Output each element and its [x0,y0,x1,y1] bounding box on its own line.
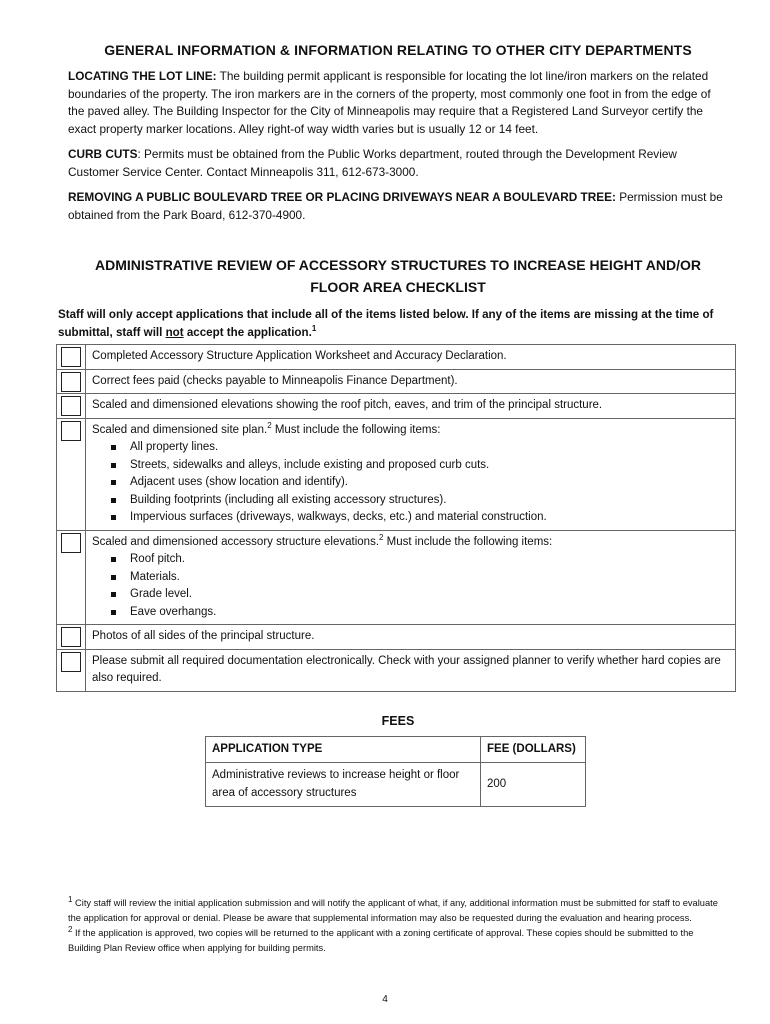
checkbox[interactable] [61,372,81,392]
checklist-heading-line2: FLOOR AREA CHECKLIST [310,279,486,295]
checklist-row [57,394,736,419]
lot-line-label: LOCATING THE LOT LINE: [68,69,217,83]
checkbox[interactable] [61,421,81,441]
list-item: Materials. [130,569,729,587]
site-plan-subitems [92,439,729,527]
checklist-row [57,345,736,370]
checklist-heading-line1: ADMINISTRATIVE REVIEW OF ACCESSORY STRUCTURES TO INCREASE HEIGHT AND/OR [95,257,701,273]
checklist-item: Scaled and dimensioned elevations showing the roof pitch, eaves, and trim of the principal structure. [86,394,736,419]
boulevard-tree-label: REMOVING A PUBLIC BOULEVARD TREE OR PLACING DRIVEWAYS NEAR A BOULEVARD TREE: [68,190,616,204]
intro-underlined-not: not [165,326,184,339]
checklist-item: Completed Accessory Structure Application Worksheet and Accuracy Declaration. [86,345,736,370]
list-item: Roof pitch. [130,551,729,569]
boulevard-tree-text: Permission must be obtained from the Park Board, 612-370-4900. [68,190,723,222]
general-info-heading: GENERAL INFORMATION & INFORMATION RELATING TO OTHER CITY DEPARTMENTS [104,42,692,58]
col-fee: FEE (DOLLARS) [481,736,586,763]
elevations-text: Scaled and dimensioned accessory structure elevations. [92,535,380,548]
curb-cuts-text: : Permits must be obtained from the Public Works department, routed through the Development Review Customer Service Center. Contact Minneapolis 311, 612-673-3000. [68,147,677,179]
checklist-row [57,625,736,650]
checklist-item: Please submit all required documentation electronically. Check with your assigned planner to verify whether hard copies are also required. [86,649,736,691]
intro-text-after: accept the application. [183,326,312,339]
fees-header-row [206,736,586,763]
lot-line-text: The building permit applicant is responsible for locating the lot line/iron markers on the related boundaries of the property. The iron markers are in the corners of the property, most commonly one foot in from the edge of the paved alley. The Building Inspector for the City of Minneapolis may require that a Registered Land Surveyor certify the exact property marker locations. Alley right-of way width varies but is usually 12 or 14 feet. [68,69,711,136]
curb-cuts-label: CURB CUTS [68,147,138,161]
lot-line-paragraph [68,68,728,138]
list-item: All property lines. [130,439,729,457]
boulevard-tree-paragraph [68,189,728,224]
table-row [206,763,586,807]
checklist-table [56,344,736,692]
intro-footnote-ref: 1 [311,324,317,334]
intro-text-before: Staff will only accept applications that include all of the items listed below. If any of the items are missing at the time of submittal, staff will [58,308,714,339]
site-plan-text-after: Must include the following items: [271,423,441,436]
list-item: Streets, sidewalks and alleys, include existing and proposed curb cuts. [130,457,729,475]
list-item: Impervious surfaces (driveways, walkways, decks, etc.) and material construction. [130,509,729,527]
checkbox[interactable] [61,396,81,416]
checkbox[interactable] [61,627,81,647]
col-application-type: APPLICATION TYPE [206,736,481,763]
footnote-ref: 2 [267,420,272,430]
checklist-item [86,418,736,530]
list-item: Building footprints (including all existing accessory structures). [130,492,729,510]
checklist-item: Photos of all sides of the principal structure. [86,625,736,650]
footnote-ref: 2 [379,532,384,542]
checklist-intro [58,306,728,342]
list-item: Grade level. [130,586,729,604]
site-plan-text: Scaled and dimensioned site plan. [92,423,268,436]
checklist-row [57,530,736,625]
footnote-1-text: City staff will review the initial application submission and will notify the applicant of what, if any, additional information must be submitted for staff to evaluate the application for approval or denial. Please be aware that supplemental information may also be requested during the evaluation and hearing process. [68,898,718,923]
fees-table [205,736,586,808]
footnote-2-mark: 2 [68,924,73,934]
elevations-subitems [92,551,729,621]
elevations-text-after: Must include the following items: [383,535,553,548]
footnotes [68,896,718,956]
fees-heading: FEES [381,713,415,728]
list-item: Eave overhangs. [130,604,729,622]
footnote-2-text: If the application is approved, two copies will be returned to the applicant with a zoning certificate of approval. These copies should be submitted to the Building Plan Review office when applying for building permits. [68,928,694,953]
checkbox[interactable] [61,347,81,367]
checklist-item [86,530,736,625]
checkbox[interactable] [61,652,81,672]
cell-fee: 200 [481,763,586,807]
list-item: Adjacent uses (show location and identify). [130,474,729,492]
curb-cuts-paragraph [68,146,728,181]
page-number: 4 [382,994,388,1005]
footnote-1 [68,896,718,926]
footnote-2 [68,926,718,956]
checklist-row [57,369,736,394]
checkbox[interactable] [61,533,81,553]
checklist-row [57,418,736,530]
checklist-item: Correct fees paid (checks payable to Minneapolis Finance Department). [86,369,736,394]
cell-application-type: Administrative reviews to increase height or floor area of accessory structures [206,763,481,807]
checklist-row [57,649,736,691]
footnote-1-mark: 1 [68,894,73,904]
